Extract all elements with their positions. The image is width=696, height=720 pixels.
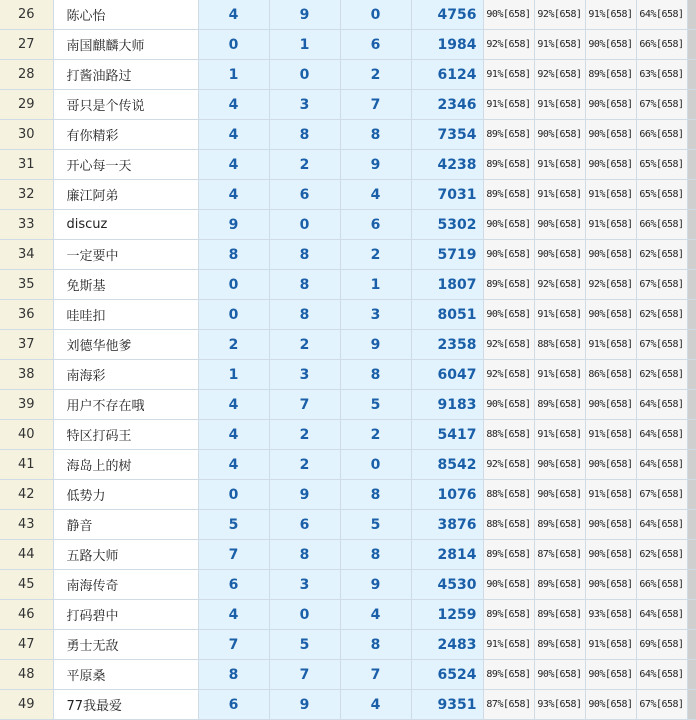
- rate-3-cell: 90%[658]: [585, 690, 636, 720]
- username-cell: 南海彩: [53, 360, 198, 390]
- username-cell: 南海传奇: [53, 570, 198, 600]
- rate-1-cell: 89%[658]: [483, 600, 534, 630]
- digit-2-cell: 8: [269, 300, 340, 330]
- rate-2-cell: 90%[658]: [534, 660, 585, 690]
- rank-cell: 33: [0, 210, 53, 240]
- rate-4-cell: 64%[658]: [636, 420, 687, 450]
- table-row: [0, 270, 696, 300]
- table-row: [0, 510, 696, 540]
- rate-3-cell: 89%[658]: [585, 60, 636, 90]
- digit-2-cell: 8: [269, 540, 340, 570]
- rate-3-cell: 90%[658]: [585, 540, 636, 570]
- digit-1-cell: 4: [198, 90, 269, 120]
- rate-2-cell: 91%[658]: [534, 300, 585, 330]
- username-cell: discuz: [53, 210, 198, 240]
- rate-1-cell: 89%[658]: [483, 270, 534, 300]
- rank-cell: 44: [0, 540, 53, 570]
- scroll-gutter: [687, 510, 696, 540]
- table-row: [0, 690, 696, 720]
- digit-2-cell: 7: [269, 390, 340, 420]
- digit-1-cell: 8: [198, 660, 269, 690]
- rate-3-cell: 91%[658]: [585, 630, 636, 660]
- scroll-gutter: [687, 180, 696, 210]
- rate-3-cell: 90%[658]: [585, 150, 636, 180]
- digit-3-cell: 1: [340, 270, 411, 300]
- scroll-gutter: [687, 210, 696, 240]
- scroll-gutter: [687, 60, 696, 90]
- number-cell: 1259: [411, 600, 483, 630]
- digit-1-cell: 0: [198, 480, 269, 510]
- rate-4-cell: 64%[658]: [636, 0, 687, 30]
- digit-3-cell: 3: [340, 300, 411, 330]
- username-cell: 77我最爱: [53, 690, 198, 720]
- number-cell: 2483: [411, 630, 483, 660]
- number-cell: 9351: [411, 690, 483, 720]
- scroll-gutter: [687, 270, 696, 300]
- number-cell: 6524: [411, 660, 483, 690]
- digit-2-cell: 9: [269, 480, 340, 510]
- digit-1-cell: 0: [198, 30, 269, 60]
- rate-3-cell: 91%[658]: [585, 0, 636, 30]
- rate-4-cell: 66%[658]: [636, 30, 687, 60]
- rate-2-cell: 90%[658]: [534, 480, 585, 510]
- username-cell: 哇哇扣: [53, 300, 198, 330]
- rate-1-cell: 92%[658]: [483, 450, 534, 480]
- digit-3-cell: 9: [340, 150, 411, 180]
- digit-1-cell: 0: [198, 300, 269, 330]
- digit-3-cell: 8: [340, 480, 411, 510]
- rate-3-cell: 90%[658]: [585, 240, 636, 270]
- digit-1-cell: 9: [198, 210, 269, 240]
- scroll-gutter: [687, 330, 696, 360]
- rate-2-cell: 91%[658]: [534, 30, 585, 60]
- digit-1-cell: 4: [198, 420, 269, 450]
- digit-1-cell: 1: [198, 60, 269, 90]
- number-cell: 2346: [411, 90, 483, 120]
- rate-3-cell: 91%[658]: [585, 210, 636, 240]
- rate-3-cell: 90%[658]: [585, 390, 636, 420]
- digit-2-cell: 2: [269, 330, 340, 360]
- digit-2-cell: 7: [269, 660, 340, 690]
- number-cell: 1984: [411, 30, 483, 60]
- digit-2-cell: 5: [269, 630, 340, 660]
- rate-4-cell: 66%[658]: [636, 120, 687, 150]
- digit-1-cell: 5: [198, 510, 269, 540]
- digit-1-cell: 4: [198, 120, 269, 150]
- rate-1-cell: 91%[658]: [483, 630, 534, 660]
- rate-2-cell: 91%[658]: [534, 150, 585, 180]
- digit-3-cell: 9: [340, 330, 411, 360]
- rank-cell: 42: [0, 480, 53, 510]
- rank-cell: 43: [0, 510, 53, 540]
- rate-3-cell: 90%[658]: [585, 30, 636, 60]
- scroll-gutter: [687, 0, 696, 30]
- scroll-gutter: [687, 540, 696, 570]
- digit-1-cell: 4: [198, 450, 269, 480]
- table-row: [0, 150, 696, 180]
- username-cell: 五路大师: [53, 540, 198, 570]
- rate-4-cell: 64%[658]: [636, 600, 687, 630]
- username-cell: 特区打码王: [53, 420, 198, 450]
- digit-2-cell: 9: [269, 690, 340, 720]
- scroll-gutter: [687, 480, 696, 510]
- rank-cell: 41: [0, 450, 53, 480]
- number-cell: 7031: [411, 180, 483, 210]
- digit-2-cell: 8: [269, 270, 340, 300]
- rate-3-cell: 91%[658]: [585, 480, 636, 510]
- rank-cell: 38: [0, 360, 53, 390]
- rate-2-cell: 87%[658]: [534, 540, 585, 570]
- scroll-gutter: [687, 30, 696, 60]
- digit-2-cell: 3: [269, 570, 340, 600]
- rate-1-cell: 92%[658]: [483, 30, 534, 60]
- scroll-gutter: [687, 600, 696, 630]
- digit-3-cell: 4: [340, 690, 411, 720]
- number-cell: 2814: [411, 540, 483, 570]
- rate-2-cell: 91%[658]: [534, 360, 585, 390]
- rate-1-cell: 89%[658]: [483, 180, 534, 210]
- username-cell: 陈心怡: [53, 0, 198, 30]
- digit-1-cell: 4: [198, 150, 269, 180]
- rate-2-cell: 92%[658]: [534, 60, 585, 90]
- table-row: [0, 0, 696, 30]
- scroll-gutter: [687, 90, 696, 120]
- rank-cell: 40: [0, 420, 53, 450]
- table-row: [0, 450, 696, 480]
- rate-3-cell: 92%[658]: [585, 270, 636, 300]
- digit-3-cell: 4: [340, 180, 411, 210]
- rate-1-cell: 92%[658]: [483, 360, 534, 390]
- table-row: [0, 420, 696, 450]
- digit-2-cell: 0: [269, 210, 340, 240]
- scroll-gutter: [687, 300, 696, 330]
- number-cell: 4530: [411, 570, 483, 600]
- rate-4-cell: 67%[658]: [636, 480, 687, 510]
- number-cell: 7354: [411, 120, 483, 150]
- digit-3-cell: 8: [340, 120, 411, 150]
- rate-2-cell: 91%[658]: [534, 90, 585, 120]
- digit-3-cell: 0: [340, 0, 411, 30]
- rate-2-cell: 91%[658]: [534, 420, 585, 450]
- number-cell: 6124: [411, 60, 483, 90]
- rank-cell: 31: [0, 150, 53, 180]
- rank-cell: 37: [0, 330, 53, 360]
- digit-1-cell: 1: [198, 360, 269, 390]
- table-row: [0, 180, 696, 210]
- rate-3-cell: 90%[658]: [585, 450, 636, 480]
- number-cell: 5302: [411, 210, 483, 240]
- rate-2-cell: 93%[658]: [534, 690, 585, 720]
- rate-3-cell: 91%[658]: [585, 180, 636, 210]
- digit-1-cell: 4: [198, 390, 269, 420]
- rate-4-cell: 62%[658]: [636, 240, 687, 270]
- rate-4-cell: 66%[658]: [636, 570, 687, 600]
- username-cell: 刘德华他爹: [53, 330, 198, 360]
- rate-3-cell: 86%[658]: [585, 360, 636, 390]
- table-row: [0, 600, 696, 630]
- digit-2-cell: 0: [269, 60, 340, 90]
- digit-2-cell: 9: [269, 0, 340, 30]
- username-cell: 用户不存在哦: [53, 390, 198, 420]
- digit-3-cell: 0: [340, 450, 411, 480]
- rank-cell: 48: [0, 660, 53, 690]
- rate-1-cell: 90%[658]: [483, 210, 534, 240]
- username-cell: 打酱油路过: [53, 60, 198, 90]
- number-cell: 9183: [411, 390, 483, 420]
- table-row: [0, 330, 696, 360]
- scroll-gutter: [687, 240, 696, 270]
- digit-1-cell: 7: [198, 540, 269, 570]
- digit-3-cell: 5: [340, 510, 411, 540]
- table-row: [0, 540, 696, 570]
- digit-2-cell: 1: [269, 30, 340, 60]
- number-cell: 4756: [411, 0, 483, 30]
- number-cell: 6047: [411, 360, 483, 390]
- scroll-gutter: [687, 450, 696, 480]
- number-cell: 4238: [411, 150, 483, 180]
- rate-4-cell: 67%[658]: [636, 270, 687, 300]
- digit-1-cell: 8: [198, 240, 269, 270]
- rate-2-cell: 90%[658]: [534, 210, 585, 240]
- rate-4-cell: 62%[658]: [636, 300, 687, 330]
- rank-cell: 30: [0, 120, 53, 150]
- scroll-gutter: [687, 390, 696, 420]
- digit-1-cell: 0: [198, 270, 269, 300]
- rank-cell: 39: [0, 390, 53, 420]
- rate-3-cell: 93%[658]: [585, 600, 636, 630]
- digit-2-cell: 0: [269, 600, 340, 630]
- digit-3-cell: 7: [340, 90, 411, 120]
- rate-2-cell: 92%[658]: [534, 0, 585, 30]
- username-cell: 有你精彩: [53, 120, 198, 150]
- rate-4-cell: 69%[658]: [636, 630, 687, 660]
- rank-cell: 32: [0, 180, 53, 210]
- table-row: [0, 300, 696, 330]
- rank-cell: 34: [0, 240, 53, 270]
- rate-1-cell: 89%[658]: [483, 150, 534, 180]
- scroll-gutter: [687, 660, 696, 690]
- digit-3-cell: 6: [340, 210, 411, 240]
- number-cell: 3876: [411, 510, 483, 540]
- rate-1-cell: 88%[658]: [483, 510, 534, 540]
- rank-cell: 46: [0, 600, 53, 630]
- username-cell: 平原桑: [53, 660, 198, 690]
- rate-1-cell: 89%[658]: [483, 660, 534, 690]
- digit-1-cell: 7: [198, 630, 269, 660]
- rate-3-cell: 91%[658]: [585, 420, 636, 450]
- rate-4-cell: 64%[658]: [636, 510, 687, 540]
- digit-1-cell: 4: [198, 600, 269, 630]
- digit-1-cell: 4: [198, 0, 269, 30]
- rate-2-cell: 89%[658]: [534, 390, 585, 420]
- username-cell: 开心每一天: [53, 150, 198, 180]
- number-cell: 2358: [411, 330, 483, 360]
- rate-3-cell: 90%[658]: [585, 300, 636, 330]
- table-row: [0, 120, 696, 150]
- number-cell: 8051: [411, 300, 483, 330]
- number-cell: 1807: [411, 270, 483, 300]
- digit-3-cell: 8: [340, 630, 411, 660]
- username-cell: 低势力: [53, 480, 198, 510]
- digit-3-cell: 8: [340, 540, 411, 570]
- rate-1-cell: 89%[658]: [483, 540, 534, 570]
- digit-3-cell: 8: [340, 360, 411, 390]
- rate-4-cell: 64%[658]: [636, 660, 687, 690]
- username-cell: 廉江阿弟: [53, 180, 198, 210]
- rank-cell: 29: [0, 90, 53, 120]
- rate-3-cell: 91%[658]: [585, 330, 636, 360]
- scroll-gutter: [687, 120, 696, 150]
- rate-1-cell: 90%[658]: [483, 570, 534, 600]
- rate-4-cell: 65%[658]: [636, 150, 687, 180]
- rate-1-cell: 88%[658]: [483, 480, 534, 510]
- number-cell: 5417: [411, 420, 483, 450]
- table-row: [0, 90, 696, 120]
- rate-3-cell: 90%[658]: [585, 510, 636, 540]
- rate-2-cell: 91%[658]: [534, 180, 585, 210]
- table-row: [0, 240, 696, 270]
- rate-4-cell: 67%[658]: [636, 90, 687, 120]
- rate-2-cell: 90%[658]: [534, 450, 585, 480]
- rate-2-cell: 90%[658]: [534, 120, 585, 150]
- digit-2-cell: 6: [269, 180, 340, 210]
- rate-4-cell: 63%[658]: [636, 60, 687, 90]
- number-cell: 8542: [411, 450, 483, 480]
- rate-1-cell: 91%[658]: [483, 60, 534, 90]
- rate-1-cell: 87%[658]: [483, 690, 534, 720]
- digit-2-cell: 2: [269, 420, 340, 450]
- rate-2-cell: 89%[658]: [534, 630, 585, 660]
- digit-2-cell: 2: [269, 450, 340, 480]
- digit-3-cell: 2: [340, 60, 411, 90]
- rate-2-cell: 89%[658]: [534, 600, 585, 630]
- rate-4-cell: 62%[658]: [636, 540, 687, 570]
- rate-1-cell: 90%[658]: [483, 0, 534, 30]
- rate-4-cell: 65%[658]: [636, 180, 687, 210]
- rank-cell: 27: [0, 30, 53, 60]
- rate-1-cell: 90%[658]: [483, 390, 534, 420]
- rate-1-cell: 90%[658]: [483, 240, 534, 270]
- digit-2-cell: 3: [269, 90, 340, 120]
- table-row: [0, 30, 696, 60]
- username-cell: 打码碧中: [53, 600, 198, 630]
- rate-1-cell: 92%[658]: [483, 330, 534, 360]
- table-row: [0, 390, 696, 420]
- rank-cell: 36: [0, 300, 53, 330]
- rate-3-cell: 90%[658]: [585, 660, 636, 690]
- digit-1-cell: 2: [198, 330, 269, 360]
- rate-1-cell: 91%[658]: [483, 90, 534, 120]
- username-cell: 海岛上的树: [53, 450, 198, 480]
- digit-1-cell: 6: [198, 690, 269, 720]
- table-row: [0, 480, 696, 510]
- digit-2-cell: 2: [269, 150, 340, 180]
- digit-3-cell: 2: [340, 420, 411, 450]
- username-cell: 免斯基: [53, 270, 198, 300]
- rate-4-cell: 62%[658]: [636, 360, 687, 390]
- rate-3-cell: 90%[658]: [585, 90, 636, 120]
- rate-4-cell: 66%[658]: [636, 210, 687, 240]
- username-cell: 一定要中: [53, 240, 198, 270]
- scroll-gutter: [687, 570, 696, 600]
- digit-3-cell: 2: [340, 240, 411, 270]
- rate-4-cell: 64%[658]: [636, 390, 687, 420]
- rank-cell: 49: [0, 690, 53, 720]
- username-cell: 南国麒麟大师: [53, 30, 198, 60]
- username-cell: 勇士无敌: [53, 630, 198, 660]
- rate-2-cell: 90%[658]: [534, 240, 585, 270]
- rate-2-cell: 92%[658]: [534, 270, 585, 300]
- scroll-gutter: [687, 420, 696, 450]
- rate-1-cell: 88%[658]: [483, 420, 534, 450]
- digit-3-cell: 7: [340, 660, 411, 690]
- rate-4-cell: 67%[658]: [636, 330, 687, 360]
- rank-cell: 28: [0, 60, 53, 90]
- rate-2-cell: 88%[658]: [534, 330, 585, 360]
- rate-1-cell: 90%[658]: [483, 300, 534, 330]
- scroll-gutter: [687, 630, 696, 660]
- scroll-gutter: [687, 690, 696, 720]
- digit-3-cell: 9: [340, 570, 411, 600]
- digit-2-cell: 8: [269, 240, 340, 270]
- digit-2-cell: 6: [269, 510, 340, 540]
- table-row: [0, 60, 696, 90]
- table-row: [0, 360, 696, 390]
- rank-cell: 35: [0, 270, 53, 300]
- rank-cell: 26: [0, 0, 53, 30]
- digit-2-cell: 8: [269, 120, 340, 150]
- digit-3-cell: 4: [340, 600, 411, 630]
- rank-cell: 45: [0, 570, 53, 600]
- number-cell: 5719: [411, 240, 483, 270]
- number-cell: 1076: [411, 480, 483, 510]
- rate-3-cell: 90%[658]: [585, 570, 636, 600]
- digit-2-cell: 3: [269, 360, 340, 390]
- username-cell: 哥只是个传说: [53, 90, 198, 120]
- rate-4-cell: 67%[658]: [636, 690, 687, 720]
- rate-3-cell: 90%[658]: [585, 120, 636, 150]
- rate-1-cell: 89%[658]: [483, 120, 534, 150]
- digit-3-cell: 6: [340, 30, 411, 60]
- table-row: [0, 210, 696, 240]
- rank-cell: 47: [0, 630, 53, 660]
- digit-1-cell: 6: [198, 570, 269, 600]
- digit-1-cell: 4: [198, 180, 269, 210]
- rate-2-cell: 89%[658]: [534, 510, 585, 540]
- table-row: [0, 660, 696, 690]
- table-row: [0, 570, 696, 600]
- rate-2-cell: 89%[658]: [534, 570, 585, 600]
- rate-4-cell: 64%[658]: [636, 450, 687, 480]
- digit-3-cell: 5: [340, 390, 411, 420]
- username-cell: 静音: [53, 510, 198, 540]
- scroll-gutter: [687, 150, 696, 180]
- table-row: [0, 630, 696, 660]
- scroll-gutter: [687, 360, 696, 390]
